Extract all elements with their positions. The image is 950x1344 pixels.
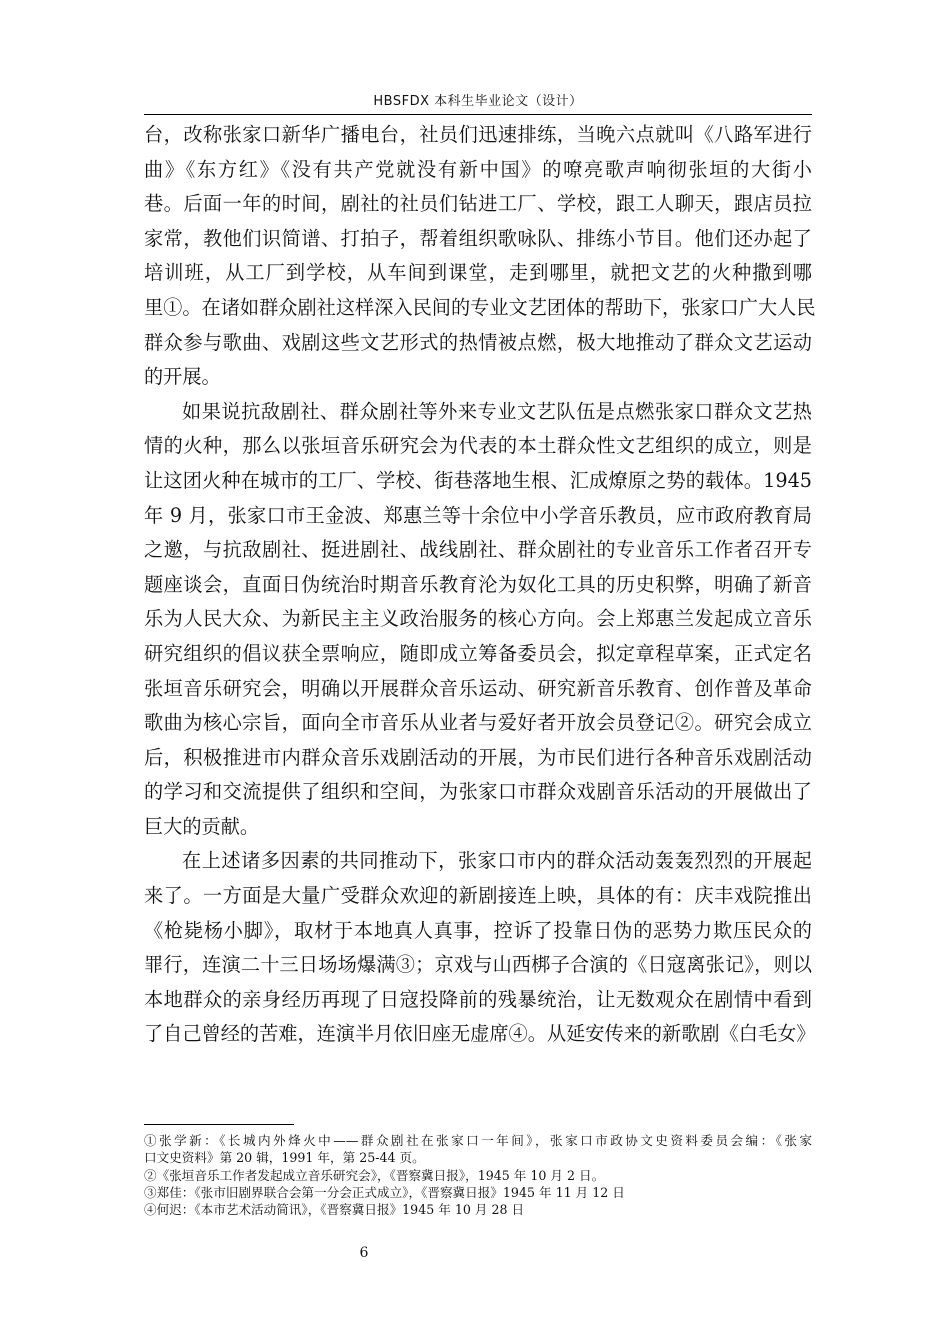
footnote-1: ①张学新：《长城内外烽火中——群众剧社在张家口一年间》，张家口市政协文史资料委员会编：《张家	[144, 1133, 812, 1148]
text-line: 了自己曾经的苦难，连演半月依旧座无虚席④。从延安传来的新歌剧《白毛女》	[144, 1022, 816, 1046]
header-title: HBSFDX 本科生毕业论文（设计）	[373, 94, 583, 109]
text-line: 巷。后面一年的时间，剧社的社员们钻进工厂、学校，跟工人聊天，跟店员拉	[144, 192, 812, 216]
text-line: 培训班，从工厂到学校，从车间到课堂，走到哪里，就把文艺的火种撒到哪	[144, 261, 812, 285]
text-line: 张垣音乐研究会，明确以开展群众音乐运动、研究新音乐教育、创作普及革命	[144, 676, 812, 700]
text-line: 情的火种，那么以张垣音乐研究会为代表的本土群众性文艺组织的成立，则是	[144, 434, 812, 458]
paragraph-3	[144, 844, 816, 1052]
text-line: 来了。一方面是大量广受群众欢迎的新剧接连上映，具体的有：庆丰戏院推出	[144, 884, 812, 908]
text-line: 在上述诸多因素的共同推动下，张家口市内的群众活动轰轰烈烈的开展起	[182, 849, 812, 873]
footnote-3: ③郑佳：《张市旧剧界联合会第一分会正式成立》，《晋察冀日报》1945 年 11 月 12 日	[144, 1184, 625, 1200]
text-line: 歌曲为核心宗旨，面向全市音乐从业者与爱好者开放会员登记②。研究会成立	[144, 711, 812, 735]
text-line: 题座谈会，直面日伪统治时期音乐教育沦为奴化工具的历史积弊，明确了新音	[144, 572, 812, 596]
text-line: 曲》《东方红》《没有共产党就没有新中国》的嘹亮歌声响彻张垣的大街小	[144, 157, 812, 181]
footnote-2: ②《张垣音乐工作者发起成立音乐研究会》，《晋察冀日报》，1945 年 10 月 2 日。	[144, 1167, 605, 1183]
paragraph-1	[144, 118, 816, 395]
text-line: 研究组织的倡议获全票响应，随即成立筹备委员会，拟定章程草案，正式定名	[144, 641, 812, 665]
text-line: 后，积极推进市内群众音乐戏剧活动的开展，为市民们进行各种音乐戏剧活动	[144, 745, 812, 769]
text-line: 年 9 月，张家口市王金波、郑惠兰等十余位中小学音乐教员，应市政府教育局	[144, 503, 812, 527]
text-line: 让这团火种在城市的工厂、学校、街巷落地生根、汇成燎原之势的载体。1945	[144, 468, 812, 492]
text-line: 的开展。	[144, 365, 221, 389]
text-line: 台，改称张家口新华广播电台，社员们迅速排练，当晚六点就叫《八路军进行	[144, 123, 812, 146]
text-line: 里①。在诸如群众剧社这样深入民间的专业文艺团体的帮助下，张家口广大人民	[144, 295, 816, 319]
text-line: 之邀，与抗敌剧社、挺进剧社、战线剧社、群众剧社的专业音乐工作者召开专	[144, 538, 812, 562]
text-line: 的学习和交流提供了组织和空间，为张家口市群众戏剧音乐活动的开展做出了	[144, 780, 812, 804]
text-line: 巨大的贡献。	[144, 814, 260, 838]
page-number: 6	[359, 1245, 369, 1261]
paragraph-2	[144, 395, 812, 845]
text-line: 家常，教他们识简谱、打拍子，帮着组织歌咏队、排练小节目。他们还办起了	[144, 226, 812, 250]
text-line: 本地群众的亲身经历再现了日寇投降前的残暴统治，让无数观众在剧情中看到	[144, 987, 812, 1011]
page-header	[144, 92, 812, 115]
footnote-separator	[144, 1124, 294, 1125]
footnote-1-continued: 口文史资料》第 20 辑，1991 年，第 25-44 页。	[144, 1150, 425, 1166]
footnote-4: ④何迟：《本市艺术活动简讯》，《晋察冀日报》1945 年 10 月 28 日	[144, 1202, 525, 1218]
text-line: 《枪毙杨小脚》，取材于本地真人真事，控诉了投靠日伪的恶势力欺压民众的	[144, 918, 812, 942]
text-line: 乐为人民大众、为新民主主义政治服务的核心方向。会上郑惠兰发起成立音乐	[144, 607, 812, 631]
text-line: 罪行，连演二十三日场场爆满③；京戏与山西梆子合演的《日寇离张记》，则以	[144, 953, 812, 977]
text-line: 如果说抗敌剧社、群众剧社等外来专业文艺队伍是点燃张家口群众文艺热	[182, 399, 812, 423]
footnotes	[144, 1132, 812, 1218]
body-text	[144, 118, 816, 1052]
text-line: 群众参与歌曲、戏剧这些文艺形式的热情被点燃，极大地推动了群众文艺运动	[144, 330, 812, 354]
